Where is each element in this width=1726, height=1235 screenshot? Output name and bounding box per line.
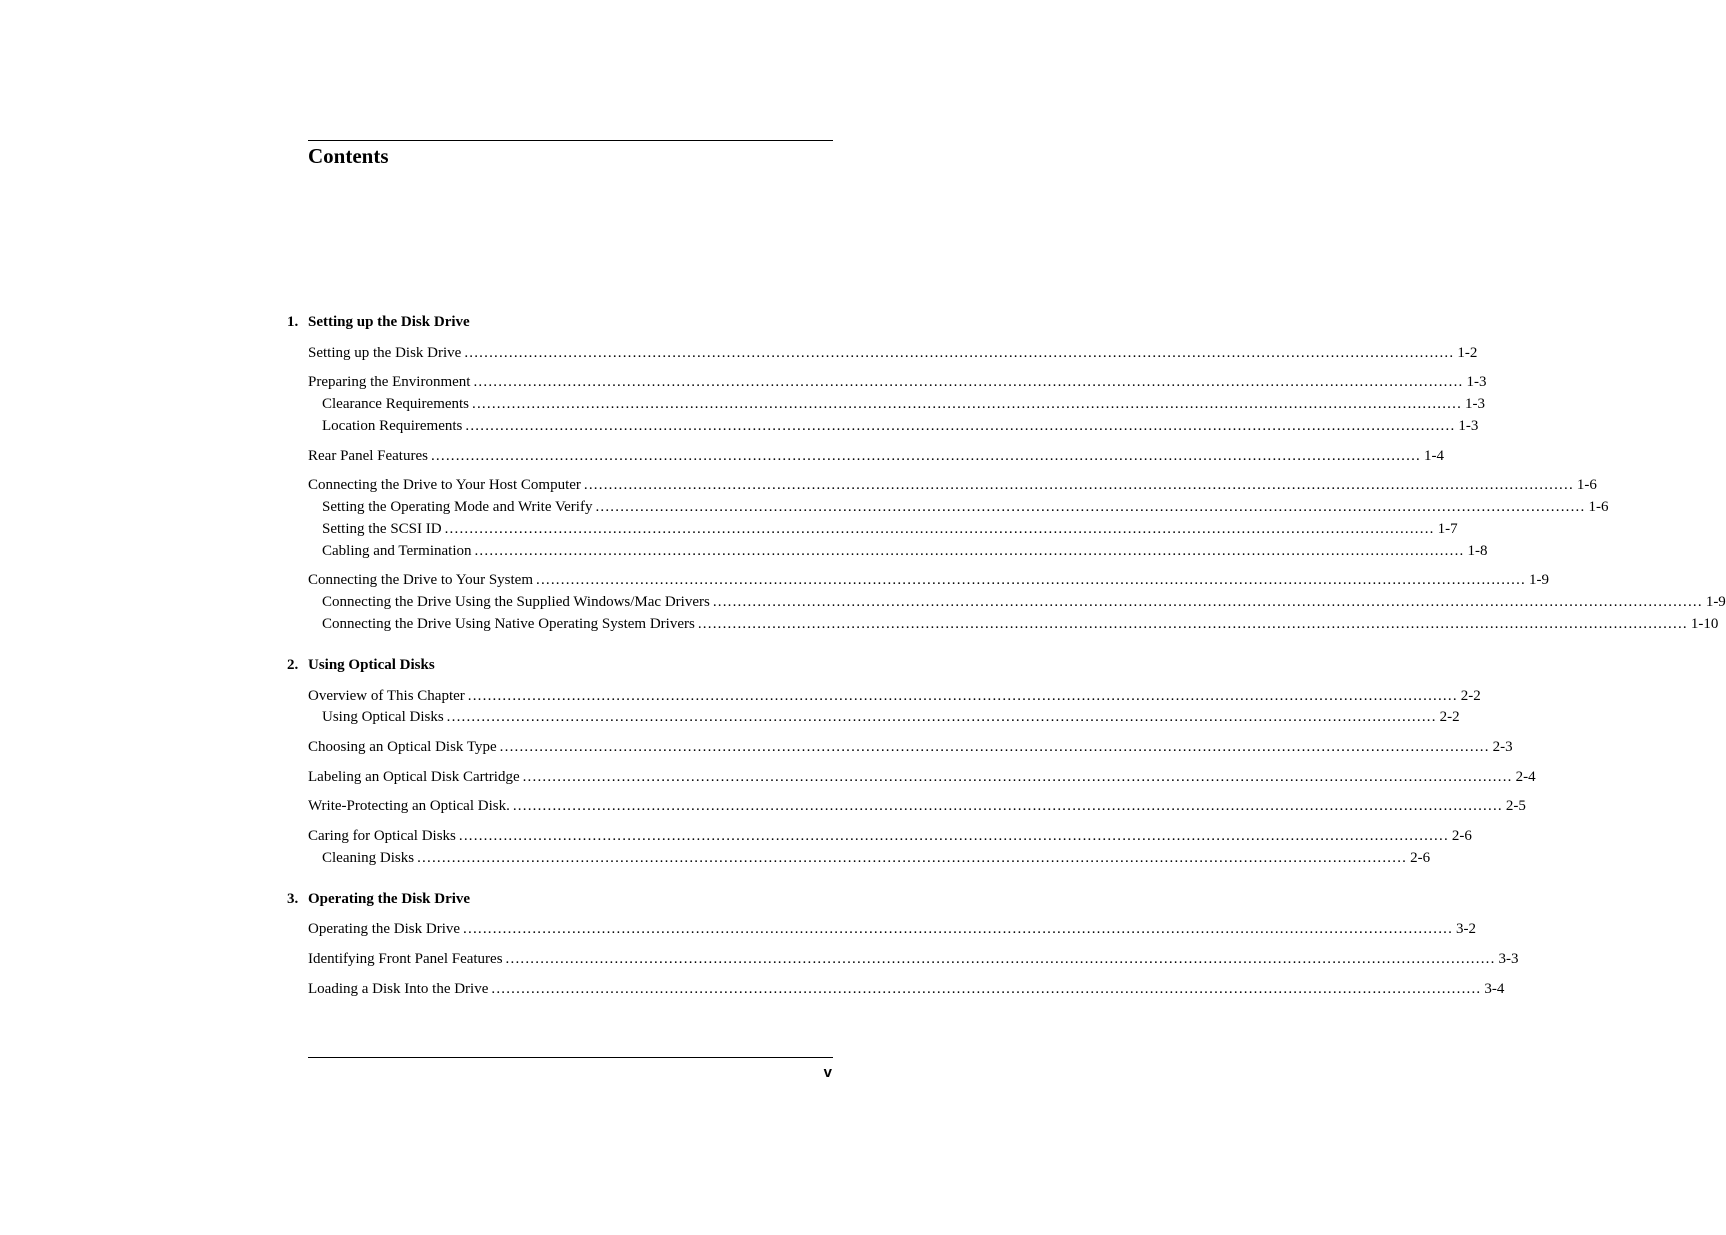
toc-entry-label: Write-Protecting an Optical Disk. bbox=[308, 798, 510, 814]
toc-entry-page: 1-3 bbox=[1465, 396, 1486, 412]
toc-entry-label: Setting the Operating Mode and Write Verify bbox=[322, 499, 593, 515]
toc-entry[interactable] bbox=[308, 826, 1472, 846]
leader-dots: ........................................................................................................................................................................................................ bbox=[467, 688, 1458, 704]
leader-dots: ........................................................................................................................................................................................................ bbox=[595, 499, 1586, 515]
chapter-title: Using Optical Disks bbox=[308, 657, 435, 673]
toc-entry-page: 2-2 bbox=[1439, 709, 1460, 725]
toc-entry-label: Cleaning Disks bbox=[322, 850, 415, 866]
toc-subentry[interactable] bbox=[322, 519, 1458, 539]
toc-entry-label: Connecting the Drive Using Native Operating System Drivers bbox=[322, 616, 695, 632]
bottom-rule bbox=[308, 1057, 833, 1058]
leader-dots: ........................................................................................................................................................................................................ bbox=[446, 709, 1437, 725]
leader-dots: ........................................................................................................................................................................................................ bbox=[417, 850, 1408, 866]
leader-dots: ........................................................................................................................................................................................................ bbox=[472, 396, 1463, 412]
toc-subentry[interactable] bbox=[322, 848, 1431, 868]
toc-entry-label: Connecting the Drive Using the Supplied Windows/Mac Drivers bbox=[322, 594, 710, 610]
top-rule bbox=[308, 140, 833, 141]
toc-entry[interactable] bbox=[308, 372, 1487, 392]
leader-dots: ........................................................................................................................................................................................................ bbox=[465, 418, 1456, 434]
toc-entry-page: 1-10 bbox=[1690, 616, 1719, 632]
leader-dots: ........................................................................................................................................................................................................ bbox=[458, 828, 1449, 844]
toc-entry-label: Labeling an Optical Disk Cartridge bbox=[308, 769, 520, 785]
toc-entry-label: Choosing an Optical Disk Type bbox=[308, 739, 497, 755]
chapter-number: 3. bbox=[287, 891, 299, 907]
toc-entry-page: 1-4 bbox=[1423, 448, 1444, 464]
toc-entry[interactable] bbox=[308, 446, 1444, 466]
toc-entry-label: Setting the SCSI ID bbox=[322, 521, 442, 537]
toc-entry-page: 1-6 bbox=[1588, 499, 1609, 515]
chapter-heading[interactable] bbox=[287, 314, 833, 331]
toc-entry[interactable] bbox=[308, 767, 1536, 787]
leader-dots: ........................................................................................................................................................................................................ bbox=[512, 798, 1503, 814]
toc-entry-page: 1-9 bbox=[1529, 572, 1549, 588]
toc-entry-page: 3-2 bbox=[1456, 921, 1477, 937]
toc-entry[interactable] bbox=[308, 686, 1481, 706]
toc-entry[interactable] bbox=[308, 949, 1519, 969]
toc-entry[interactable] bbox=[308, 979, 1505, 999]
toc-entry-label: Connecting the Drive to Your Host Computer bbox=[308, 477, 581, 493]
toc-entry-page: 2-4 bbox=[1515, 769, 1536, 785]
toc-entry-page: 2-2 bbox=[1460, 688, 1481, 704]
toc-entry-page: 1-2 bbox=[1457, 345, 1478, 361]
leader-dots: ........................................................................................................................................................................................................ bbox=[463, 921, 1454, 937]
toc-entry-page: 2-6 bbox=[1451, 828, 1472, 844]
toc-entry-label: Location Requirements bbox=[322, 418, 463, 434]
toc-entry[interactable] bbox=[308, 570, 1549, 590]
toc-subentry[interactable] bbox=[322, 707, 1460, 727]
toc-subentry[interactable] bbox=[322, 592, 1726, 612]
toc-entry-label: Operating the Disk Drive bbox=[308, 921, 461, 937]
toc-entry-page: 1-8 bbox=[1467, 543, 1488, 559]
toc-entry-label: Using Optical Disks bbox=[322, 709, 444, 725]
toc-entry-label: Connecting the Drive to Your System bbox=[308, 572, 533, 588]
page-title: Contents bbox=[308, 144, 389, 168]
toc-entry-page: 2-3 bbox=[1492, 739, 1513, 755]
toc-entry-label: Setting up the Disk Drive bbox=[308, 345, 462, 361]
toc-entry-page: 3-3 bbox=[1498, 951, 1519, 967]
leader-dots: ........................................................................................................................................................................................................ bbox=[583, 477, 1574, 493]
toc-entry[interactable] bbox=[308, 919, 1477, 939]
toc-entry-label: Preparing the Environment bbox=[308, 374, 471, 390]
toc-entry[interactable] bbox=[308, 475, 1597, 495]
toc-entry-page: 1-3 bbox=[1466, 374, 1487, 390]
chapter-title: Setting up the Disk Drive bbox=[308, 314, 470, 330]
leader-dots: ........................................................................................................................................................................................................ bbox=[536, 572, 1526, 588]
leader-dots: ........................................................................................................................................................................................................ bbox=[464, 345, 1455, 361]
toc-entry-page: 1-6 bbox=[1576, 477, 1597, 493]
toc-entry-page: 1-7 bbox=[1437, 521, 1458, 537]
toc-entry-page: 2-5 bbox=[1505, 798, 1526, 814]
toc-entry-label: Cabling and Termination bbox=[322, 543, 472, 559]
chapter-title: Operating the Disk Drive bbox=[308, 891, 471, 907]
leader-dots: ........................................................................................................................................................................................................ bbox=[491, 981, 1482, 997]
toc-entry-label: Overview of This Chapter bbox=[308, 688, 465, 704]
toc-subentry[interactable] bbox=[322, 497, 1609, 517]
leader-dots: ........................................................................................................................................................................................................ bbox=[712, 594, 1703, 610]
toc-entry[interactable] bbox=[308, 737, 1513, 757]
toc-entry[interactable] bbox=[308, 343, 1478, 363]
toc-entry-label: Caring for Optical Disks bbox=[308, 828, 456, 844]
toc-entry-page: 3-4 bbox=[1484, 981, 1505, 997]
toc-entry-label: Loading a Disk Into the Drive bbox=[308, 981, 489, 997]
chapter-heading[interactable] bbox=[287, 657, 833, 674]
toc-entry-page: 1-9 bbox=[1705, 594, 1726, 610]
leader-dots: ........................................................................................................................................................................................................ bbox=[697, 616, 1688, 632]
leader-dots: ........................................................................................................................................................................................................ bbox=[522, 769, 1513, 785]
toc-subentry[interactable] bbox=[322, 541, 1488, 561]
page-number: v bbox=[823, 1064, 832, 1081]
toc-subentry[interactable] bbox=[322, 416, 1479, 436]
toc-entry-page: 1-3 bbox=[1458, 418, 1479, 434]
chapter-number: 1. bbox=[287, 314, 299, 330]
toc-subentry[interactable] bbox=[322, 394, 1486, 414]
leader-dots: ........................................................................................................................................................................................................ bbox=[505, 951, 1496, 967]
toc-entry-page: 2-6 bbox=[1410, 850, 1431, 866]
chapter-heading[interactable] bbox=[287, 891, 833, 908]
leader-dots: ........................................................................................................................................................................................................ bbox=[430, 448, 1421, 464]
leader-dots: ........................................................................................................................................................................................................ bbox=[499, 739, 1490, 755]
toc-entry-label: Identifying Front Panel Features bbox=[308, 951, 503, 967]
toc-entry-label: Rear Panel Features bbox=[308, 448, 428, 464]
chapter-number: 2. bbox=[287, 657, 299, 673]
leader-dots: ........................................................................................................................................................................................................ bbox=[474, 543, 1465, 559]
toc-subentry[interactable] bbox=[322, 614, 1719, 634]
leader-dots: ........................................................................................................................................................................................................ bbox=[444, 521, 1435, 537]
toc-entry[interactable] bbox=[308, 796, 1526, 816]
leader-dots: ........................................................................................................................................................................................................ bbox=[473, 374, 1464, 390]
toc-entry-label: Clearance Requirements bbox=[322, 396, 470, 412]
